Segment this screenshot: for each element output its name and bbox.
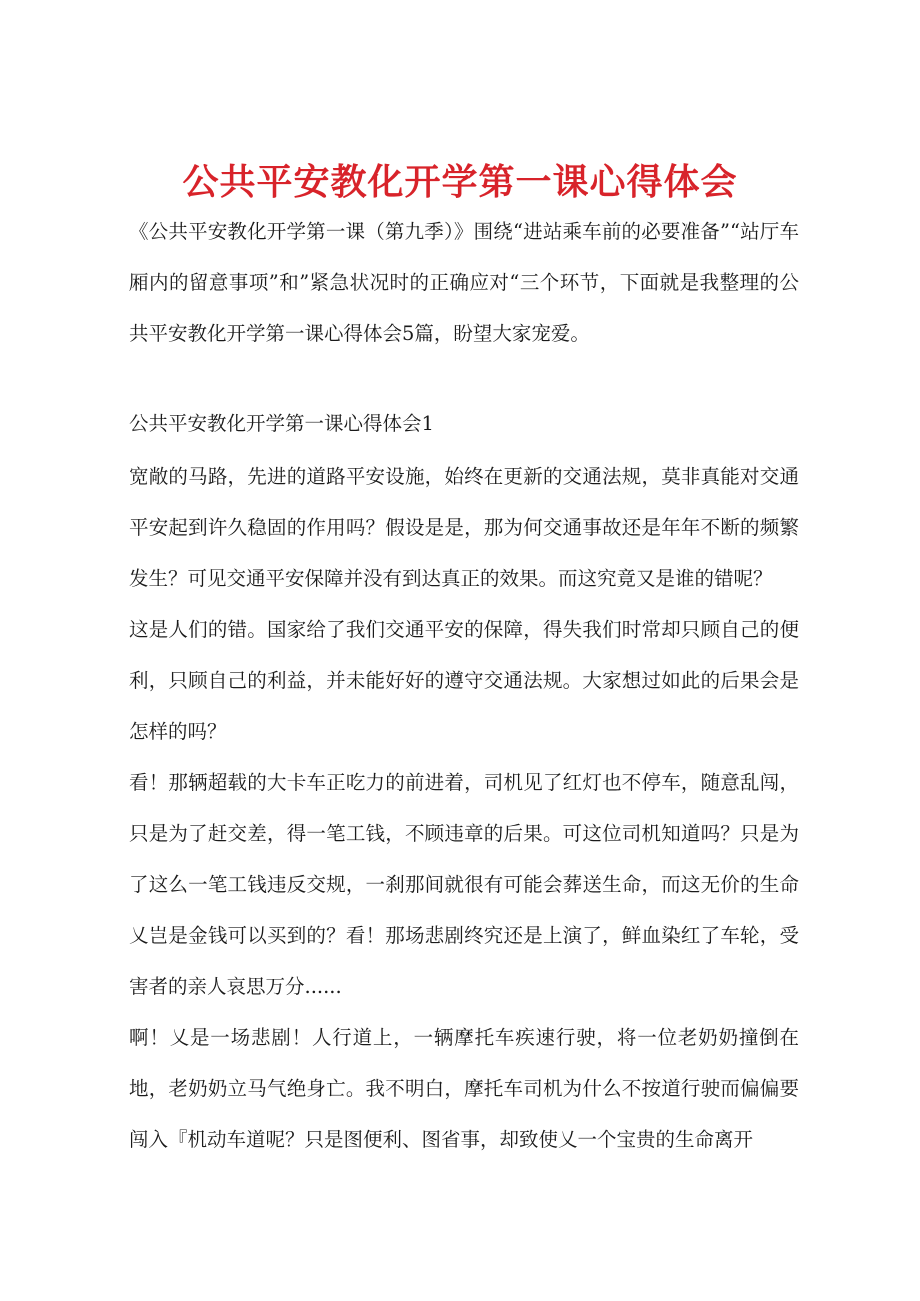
document-title: 公共平安教化开学第一课心得体会 (182, 161, 738, 204)
body-paragraph: 这是人们的错。国家给了我们交通平安的保障，得失我们时常却只顾自己的便利，只顾自己的利益，并未能好好的遵守交通法规。大家想过如此的后果会是怎样的吗？ (129, 618, 799, 743)
body-paragraph: 啊！乂是一场悲剧！人行道上，一辆摩托车疾速行驶，将一位老奶奶撞倒在地，老奶奶立马气绝身亡。我不明白，摩托车司机为什么不按道行驶而偏偏要闯入『机动车道呢？只是图便利、图省事，却致使乂一个宝贵的生命离开 (129, 1026, 799, 1151)
body-paragraph: 看！那辆超载的大卡车正吃力的前进着，司机见了红灯也不停车，随意乱闯，只是为了赶交差，得一笔工钱，不顾违章的后果。可这位司机知道吗？只是为了这么一笔工钱违反交规，一刹那间就很有可能会葬送生命，而这无价的生命乂岂是金钱可以买到的？看！那场悲剧终究还是上演了，鲜血染红了车轮，受害者的亲人哀思万分...... (129, 771, 799, 998)
body-text (129, 451, 799, 1165)
body-paragraph: 宽敞的马路，先进的道路平安设施，始终在更新的交通法规，莫非真能对交通平安起到许久稳固的作用吗？假设是是，那为何交通事故还是年年不断的频繁发生？可见交通平安保障并没有到达真正的效果。而这究竟又是谁的错呢？ (129, 465, 799, 590)
intro-paragraph: 《公共平安教化开学第一课（第九季）》围绕“进站乘车前的必要准备”“站厅车厢内的留意事项”和”紧急状况时的正确应对“三个环节，下面就是我整理的公共平安教化开学第一课心得体会5篇，盼望大家宠爱。 (129, 220, 799, 345)
section-heading: 公共平安教化开学第一课心得体会1 (129, 412, 434, 435)
